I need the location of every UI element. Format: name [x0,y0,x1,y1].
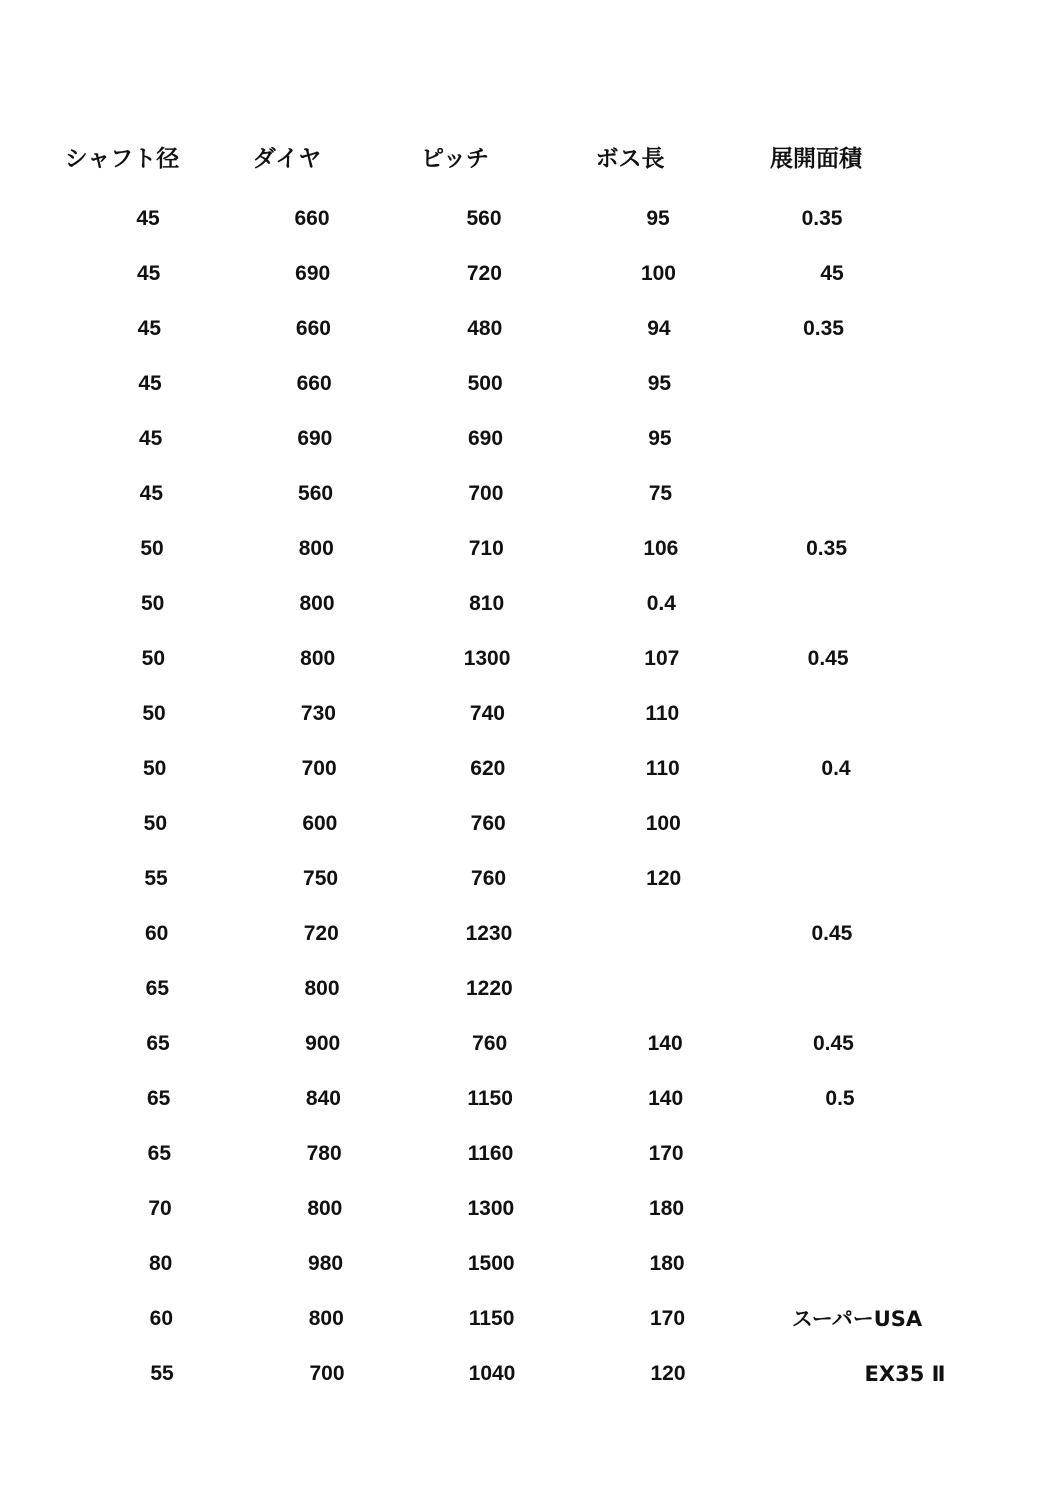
cell-diameter: 660 [296,372,332,395]
cell-boss-length: 100 [645,812,681,835]
cell-expanded-area: 0.4 [821,757,851,780]
cell-shaft-diameter: 45 [136,262,161,285]
cell-pitch: 1220 [465,977,513,1000]
cell-shaft-diameter: 55 [150,1362,174,1385]
cell-boss-length: 180 [649,1197,685,1220]
cell-pitch: 760 [472,1032,508,1055]
cell-diameter: 720 [303,922,339,945]
cell-diameter: 730 [300,702,336,725]
table-row [0,315,1047,370]
cell-pitch: 1150 [468,1307,515,1330]
cell-expanded-area: 0.35 [801,207,843,230]
cell-pitch: 1230 [465,922,513,945]
cell-shaft-diameter: 60 [149,1307,174,1330]
cell-shaft-diameter: 65 [146,1032,170,1055]
cell-diameter: 660 [294,207,330,230]
table-row [0,205,1047,260]
cell-expanded-area: 45 [820,262,844,285]
cell-expanded-area: EX35 Ⅱ [864,1362,946,1386]
cell-diameter: 750 [303,867,339,890]
cell-boss-length: 170 [649,1307,686,1330]
cell-boss-length: 107 [644,647,680,670]
cell-shaft-diameter: 50 [142,702,166,725]
cell-shaft-diameter: 70 [148,1197,172,1220]
cell-boss-length: 95 [647,372,672,395]
cell-boss-length: 110 [645,757,680,780]
cell-boss-length: 94 [647,317,671,340]
cell-boss-length: 140 [647,1032,683,1055]
cell-diameter: 690 [295,262,331,285]
cell-pitch: 1150 [467,1087,513,1110]
cell-expanded-area: 0.45 [811,922,853,945]
cell-pitch: 720 [466,262,502,285]
table-row [0,810,1047,865]
cell-boss-length: 0.4 [646,592,676,615]
header-pitch: ピッチ [420,146,490,172]
cell-pitch: 740 [469,702,505,725]
table-row [0,920,1047,975]
cell-pitch: 1040 [468,1362,516,1385]
table-row [0,755,1047,810]
cell-shaft-diameter: 80 [148,1252,173,1275]
table-row [0,645,1047,700]
cell-diameter: 690 [297,427,333,450]
table-row [0,370,1047,425]
cell-pitch: 1500 [467,1252,515,1275]
cell-diameter: 800 [298,537,334,560]
cell-diameter: 800 [307,1197,343,1220]
cell-boss-length: 180 [649,1252,685,1275]
cell-diameter: 700 [301,757,337,780]
table-row [0,1250,1047,1305]
cell-pitch: 620 [470,757,506,780]
cell-boss-length: 120 [646,867,682,890]
cell-boss-length: 170 [648,1142,684,1165]
cell-expanded-area: 0.45 [807,647,849,670]
cell-boss-length: 110 [645,702,680,725]
cell-shaft-diameter: 50 [142,757,167,780]
cell-expanded-area: 0.5 [825,1087,855,1110]
cell-boss-length: 106 [643,537,679,560]
cell-expanded-area: 0.35 [803,317,844,340]
cell-pitch: 690 [467,427,504,450]
table-row [0,535,1047,590]
cell-shaft-diameter: 45 [136,207,160,230]
cell-diameter: 560 [298,482,334,505]
cell-boss-length: 120 [650,1362,686,1385]
cell-pitch: 760 [471,867,507,890]
cell-diameter: 660 [295,317,331,340]
table-row [0,425,1047,480]
cell-shaft-diameter: 45 [138,427,163,450]
header-boss-length: ボス長 [595,146,665,172]
cell-diameter: 600 [302,812,338,835]
cell-shaft-diameter: 50 [140,537,164,560]
cell-pitch: 1160 [467,1142,514,1165]
cell-boss-length: 95 [646,207,670,230]
cell-diameter: 980 [308,1252,344,1275]
cell-diameter: 800 [299,592,335,615]
table-row [0,1195,1047,1250]
table-row [0,1085,1047,1140]
cell-boss-length: 140 [648,1087,684,1110]
cell-pitch: 700 [468,482,504,505]
cell-shaft-diameter: 45 [139,482,164,505]
cell-shaft-diameter: 50 [143,812,168,835]
cell-expanded-area: 0.45 [812,1032,854,1055]
cell-pitch: 1300 [463,647,511,670]
header-shaft-diameter: シャフト径 [64,146,180,172]
table-row [0,975,1047,1030]
cell-diameter: 800 [304,977,340,1000]
cell-pitch: 810 [469,592,505,615]
cell-boss-length: 95 [648,427,672,450]
cell-expanded-area: スーパーUSA [791,1307,923,1331]
cell-pitch: 480 [467,317,503,340]
cell-shaft-diameter: 45 [137,317,162,340]
table-row [0,1305,1047,1360]
cell-expanded-area: 0.35 [806,537,847,560]
cell-pitch: 1300 [467,1197,515,1220]
table-row [0,865,1047,920]
cell-diameter: 800 [300,647,336,670]
header-expanded-area: 展開面積 [770,146,862,172]
cell-shaft-diameter: 55 [144,867,168,890]
header-diameter: ダイヤ [252,146,322,172]
cell-boss-length: 100 [640,262,676,285]
cell-pitch: 710 [468,537,504,560]
cell-shaft-diameter: 65 [146,1087,171,1110]
cell-shaft-diameter: 65 [145,977,170,1000]
cell-diameter: 700 [309,1362,345,1385]
table-row [0,1360,1047,1415]
cell-shaft-diameter: 45 [138,372,162,395]
cell-diameter: 840 [305,1087,341,1110]
table-row [0,260,1047,315]
cell-shaft-diameter: 50 [140,592,165,615]
table-row [0,1030,1047,1085]
table-row [0,1140,1047,1195]
table-row [0,700,1047,755]
cell-shaft-diameter: 50 [141,647,166,670]
cell-diameter: 780 [306,1142,342,1165]
table-row [0,480,1047,535]
table-header [0,140,1047,180]
cell-diameter: 800 [308,1307,344,1330]
cell-shaft-diameter: 60 [144,922,169,945]
cell-boss-length: 75 [648,482,673,505]
table-body [0,205,1047,1415]
cell-pitch: 760 [470,812,506,835]
cell-shaft-diameter: 65 [147,1142,172,1165]
cell-pitch: 560 [466,207,502,230]
cell-pitch: 500 [467,372,503,395]
cell-diameter: 900 [305,1032,341,1055]
table-row [0,590,1047,645]
